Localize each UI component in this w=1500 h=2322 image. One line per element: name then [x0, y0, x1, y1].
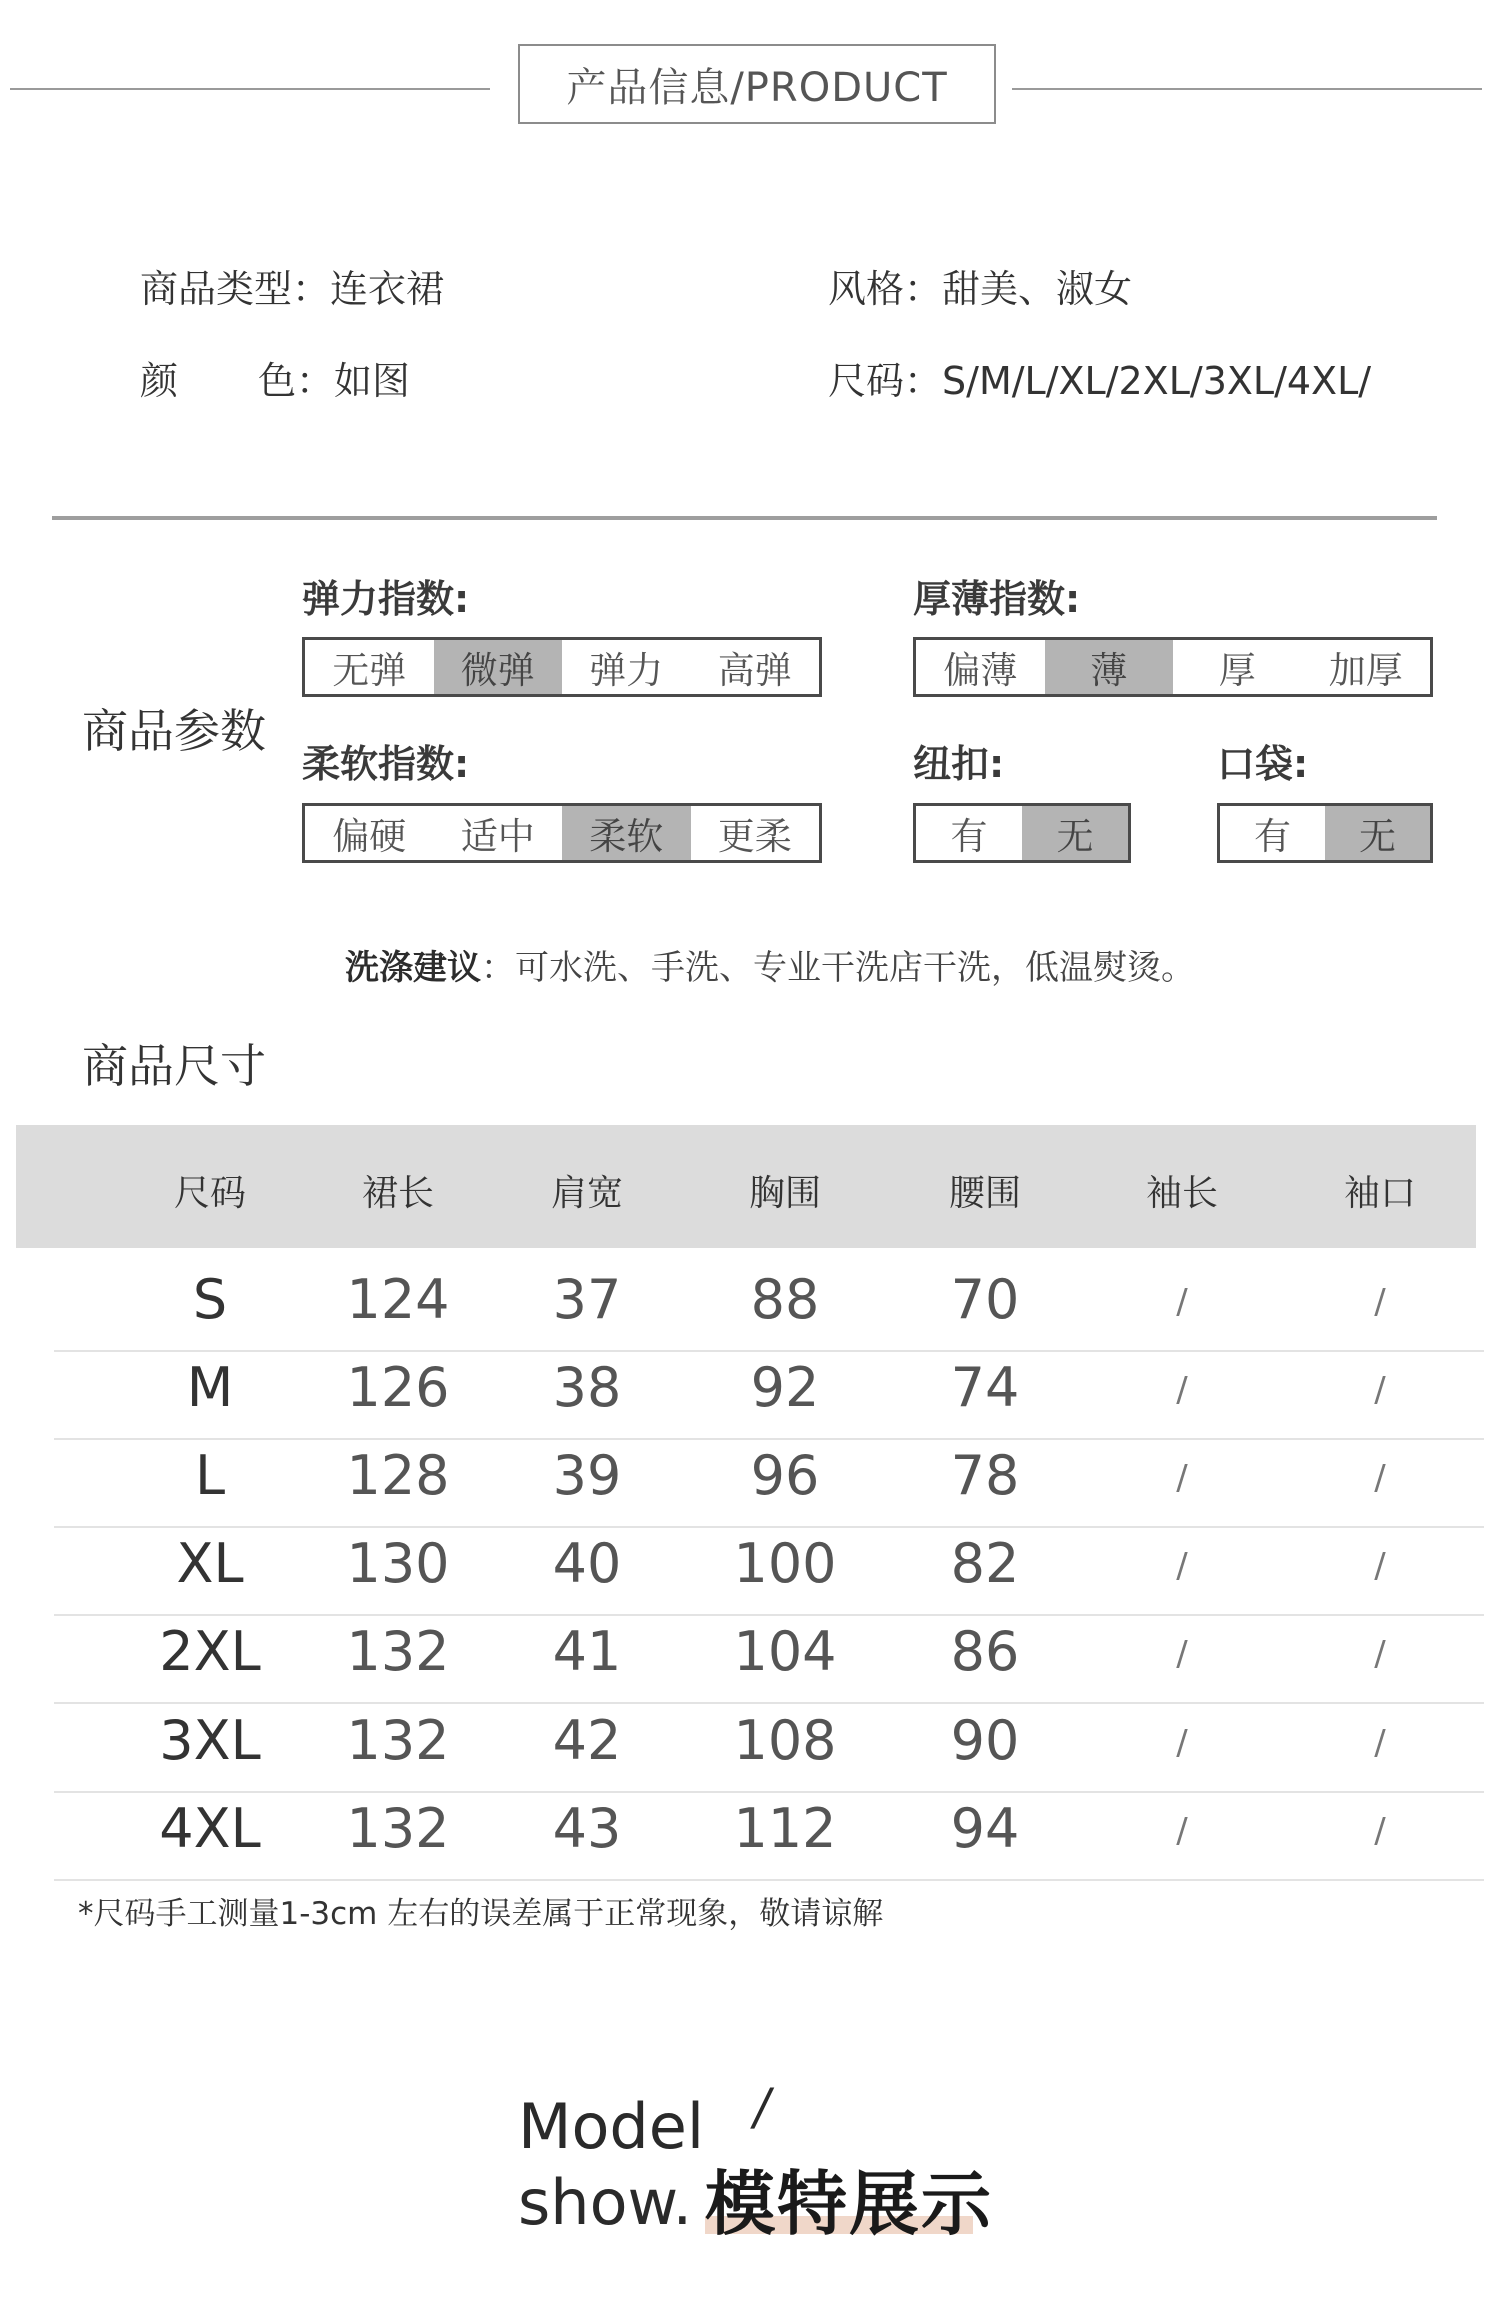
table-cell: 42: [552, 1709, 622, 1772]
size-cell: S: [192, 1268, 228, 1331]
table-cell: 82: [950, 1532, 1020, 1595]
product-sizes: [828, 350, 1371, 405]
header-line-right: [1012, 88, 1482, 90]
model-title-en-1: Model: [518, 2090, 705, 2163]
table-cell: 94: [950, 1797, 1020, 1860]
table-cell: 88: [750, 1268, 820, 1331]
size-title: 商品尺寸: [82, 1039, 266, 1093]
row-divider: [54, 1791, 1484, 1793]
row-divider: [54, 1350, 1484, 1352]
table-header-cell: 肩宽: [550, 1173, 624, 1214]
table-cell: /: [1176, 1458, 1188, 1498]
elasticity-option-selected: 微弹: [434, 640, 563, 694]
table-cell: 70: [950, 1268, 1020, 1331]
pocket-label: 口袋:: [1217, 742, 1309, 786]
table-cell: 74: [950, 1356, 1020, 1419]
table-cell: 96: [750, 1444, 820, 1507]
table-cell: /: [1374, 1282, 1386, 1322]
elasticity-option: 高弹: [717, 649, 792, 692]
table-cell: /: [1176, 1370, 1188, 1410]
softness-option: 适中: [460, 815, 535, 858]
table-cell: 92: [750, 1356, 820, 1419]
color-value: 如图: [334, 359, 411, 403]
elasticity-option: 弹力: [589, 649, 664, 692]
buttons-label: 纽扣:: [913, 742, 1005, 786]
table-cell: 132: [346, 1620, 450, 1683]
softness-option: 更柔: [717, 815, 792, 858]
table-cell: /: [1374, 1370, 1386, 1410]
model-title-slash: /: [748, 2078, 776, 2136]
table-cell: /: [1176, 1546, 1188, 1586]
row-divider: [54, 1526, 1484, 1528]
product-type-label: 商品类型：: [140, 267, 331, 311]
buttons-option-selected: 无: [1022, 806, 1128, 860]
wash-text: ：可水洗、手洗、专业干洗店干洗，低温熨烫。: [481, 948, 1195, 988]
table-cell: 128: [346, 1444, 450, 1507]
size-value: S/M/L/XL/2XL/3XL/4XL/: [942, 359, 1372, 403]
row-divider: [54, 1879, 1484, 1881]
table-cell: 108: [733, 1709, 837, 1772]
table-cell: 104: [733, 1620, 837, 1683]
wash-advice: [345, 940, 1195, 989]
table-cell: 86: [950, 1620, 1020, 1683]
style-label: 风格：: [828, 267, 943, 311]
table-cell: 41: [552, 1620, 622, 1683]
elasticity-label: 弹力指数:: [302, 577, 470, 621]
softness-option-selected: 柔软: [562, 806, 691, 860]
header-line-left: [10, 88, 490, 90]
product-type-value: 连衣裙: [330, 267, 445, 311]
table-cell: /: [1176, 1282, 1188, 1322]
table-header-cell: 胸围: [748, 1173, 822, 1214]
table-cell: /: [1176, 1723, 1188, 1763]
thickness-option: 厚: [1218, 649, 1256, 692]
product-style: [828, 258, 1132, 313]
table-header-cell: 袖长: [1145, 1173, 1219, 1214]
table-cell: 126: [346, 1356, 450, 1419]
table-header-cell: 袖口: [1343, 1173, 1417, 1214]
section-title: 产品信息/PRODUCT: [566, 64, 948, 111]
table-cell: 38: [552, 1356, 622, 1419]
table-cell: /: [1374, 1634, 1386, 1674]
table-cell: 43: [552, 1797, 622, 1860]
section-title-box: [518, 44, 996, 124]
buttons-scale: [913, 803, 1131, 863]
row-divider: [54, 1614, 1484, 1616]
size-cell: M: [186, 1356, 234, 1419]
table-header-cell: 尺码: [173, 1173, 247, 1214]
table-cell: 112: [733, 1797, 837, 1860]
table-cell: 124: [346, 1268, 450, 1331]
table-header-cell: 腰围: [948, 1173, 1022, 1214]
table-cell: 90: [950, 1709, 1020, 1772]
softness-option: 偏硬: [332, 815, 407, 858]
size-label: 尺码：: [828, 359, 943, 403]
row-divider: [54, 1438, 1484, 1440]
size-cell: 3XL: [159, 1709, 261, 1772]
style-value: 甜美、淑女: [942, 267, 1133, 311]
section-divider: [52, 516, 1437, 520]
table-cell: 40: [552, 1532, 622, 1595]
size-cell: 4XL: [159, 1797, 261, 1860]
product-type: [140, 258, 444, 313]
size-cell: XL: [176, 1532, 244, 1595]
table-cell: /: [1374, 1723, 1386, 1763]
softness-label: 柔软指数:: [302, 742, 470, 786]
elasticity-option: 无弹: [332, 649, 407, 692]
table-cell: /: [1374, 1811, 1386, 1851]
params-title: 商品参数: [82, 704, 266, 758]
table-cell: 100: [733, 1532, 837, 1595]
elasticity-scale: [302, 637, 822, 697]
thickness-option: 偏薄: [943, 649, 1018, 692]
table-cell: 130: [346, 1532, 450, 1595]
table-header-cell: 裙长: [361, 1173, 435, 1214]
size-cell: L: [194, 1444, 226, 1507]
table-cell: /: [1374, 1458, 1386, 1498]
table-cell: /: [1176, 1634, 1188, 1674]
table-cell: 132: [346, 1797, 450, 1860]
table-cell: 37: [552, 1268, 622, 1331]
buttons-option: 有: [950, 815, 988, 858]
thickness-option: 加厚: [1328, 649, 1403, 692]
table-cell: 78: [950, 1444, 1020, 1507]
row-divider: [54, 1702, 1484, 1704]
pocket-scale: [1217, 803, 1433, 863]
thickness-option-selected: 薄: [1045, 640, 1174, 694]
pocket-option-selected: 无: [1325, 806, 1430, 860]
table-cell: /: [1374, 1546, 1386, 1586]
color-label-2: 色：: [258, 359, 335, 403]
table-cell: /: [1176, 1811, 1188, 1851]
color-label-1: 颜: [140, 359, 179, 403]
softness-scale: [302, 803, 822, 863]
thickness-label: 厚薄指数:: [913, 577, 1081, 621]
model-title-en-2: show.: [518, 2166, 693, 2239]
table-cell: 132: [346, 1709, 450, 1772]
pocket-option: 有: [1254, 815, 1291, 858]
wash-label: 洗涤建议: [345, 948, 481, 988]
product-color: [140, 350, 410, 405]
table-cell: 39: [552, 1444, 622, 1507]
size-cell: 2XL: [159, 1620, 261, 1683]
size-note: *尺码手工测量1-3cm 左右的误差属于正常现象，敬请谅解: [78, 1896, 884, 1932]
thickness-scale: [913, 637, 1433, 697]
model-title-cn: 模特展示: [705, 2163, 993, 2245]
